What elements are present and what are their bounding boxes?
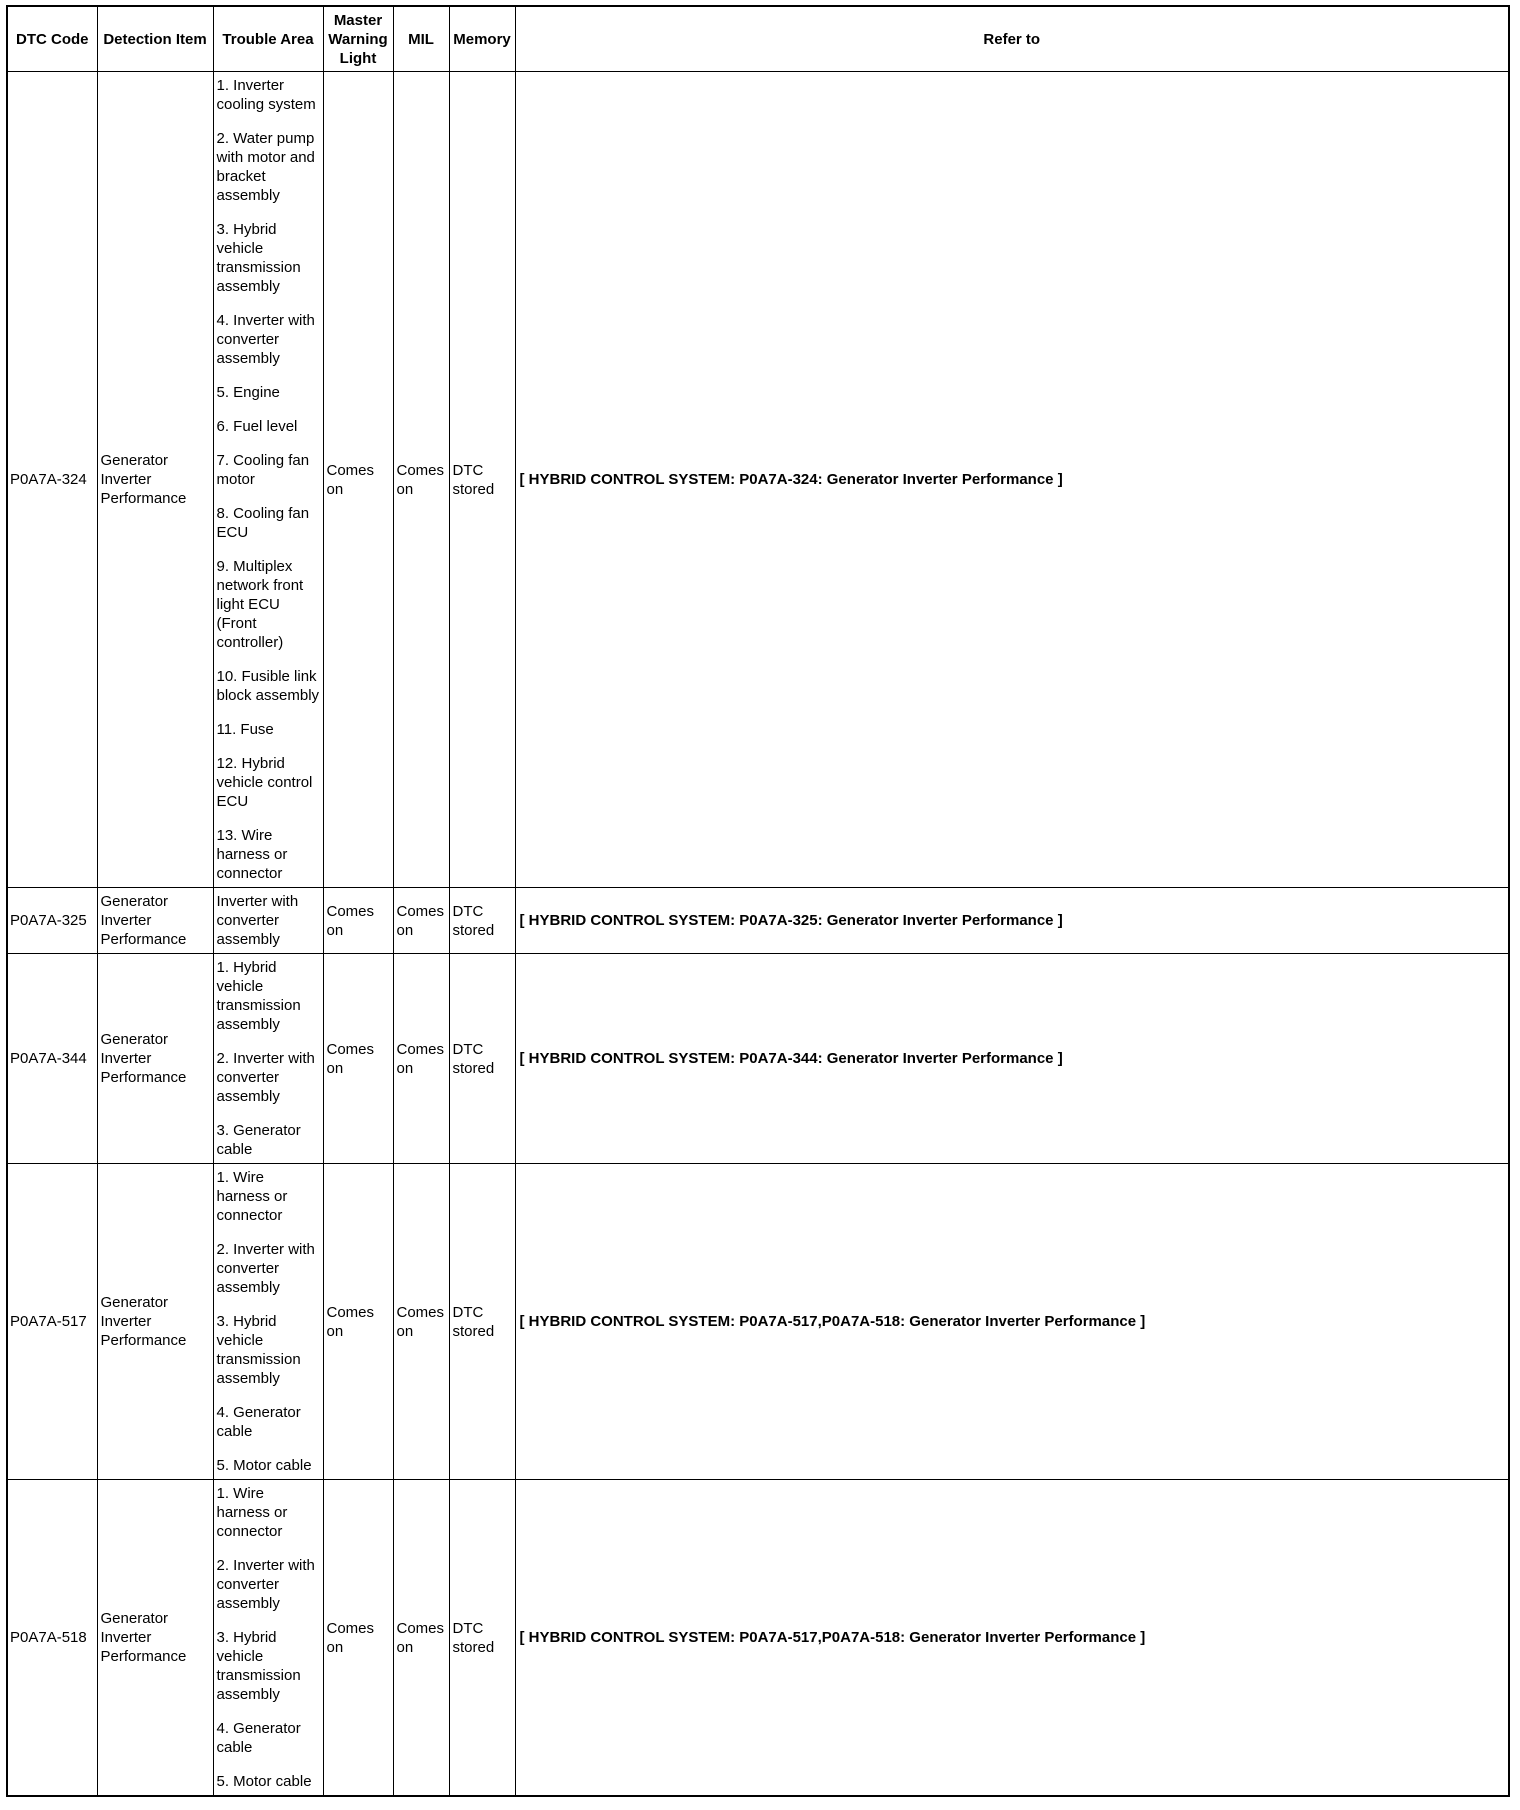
master-warning-light-cell: Comes on: [323, 1480, 393, 1797]
trouble-area-item: 1. Hybrid vehicle transmission assembly: [216, 959, 301, 1033]
mil-cell: Comes on: [393, 72, 449, 888]
memory-cell: DTC stored: [449, 72, 515, 888]
refer-to-link[interactable]: [ HYBRID CONTROL SYSTEM: P0A7A-344: Generator Inverter Performance ]: [515, 954, 1509, 1164]
detection-item-cell: Generator Inverter Performance: [97, 1480, 213, 1797]
trouble-area-item: 5. Engine: [216, 384, 280, 401]
trouble-area-item: 1. Inverter cooling system: [216, 77, 316, 113]
mil-cell: Comes on: [393, 1480, 449, 1797]
trouble-area-cell: [213, 888, 323, 954]
dtc-code-cell: P0A7A-324: [7, 72, 97, 888]
trouble-area-item: 2. Inverter with converter assembly: [216, 1241, 315, 1296]
dtc-code-cell: P0A7A-517: [7, 1164, 97, 1480]
detection-item-cell: Generator Inverter Performance: [97, 888, 213, 954]
trouble-area-item: 3. Hybrid vehicle transmission assembly: [216, 1313, 301, 1387]
mil-cell: Comes on: [393, 888, 449, 954]
trouble-area-item: 1. Wire harness or connector: [216, 1485, 288, 1540]
trouble-area-item: 7. Cooling fan motor: [216, 452, 310, 488]
trouble-area-item: 11. Fuse: [216, 721, 274, 738]
dtc-code-cell: P0A7A-344: [7, 954, 97, 1164]
dtc-code-cell: P0A7A-325: [7, 888, 97, 954]
master-warning-light-cell: Comes on: [323, 888, 393, 954]
refer-to-link[interactable]: [ HYBRID CONTROL SYSTEM: P0A7A-517,P0A7A-518: Generator Inverter Performance ]: [515, 1164, 1509, 1480]
master-warning-light-cell: Comes on: [323, 72, 393, 888]
mil-cell: Comes on: [393, 954, 449, 1164]
master-warning-light-cell: Comes on: [323, 1164, 393, 1480]
trouble-area-item: 8. Cooling fan ECU: [216, 505, 310, 541]
trouble-area-cell: [213, 1164, 323, 1480]
trouble-area-item: 6. Fuel level: [216, 418, 298, 435]
trouble-area-cell: [213, 1480, 323, 1797]
trouble-area-item: 5. Motor cable: [216, 1773, 312, 1790]
trouble-area-list: [217, 1484, 320, 1791]
trouble-area-item: 4. Generator cable: [216, 1720, 301, 1756]
table-row: [7, 888, 1509, 954]
detection-item-cell: Generator Inverter Performance: [97, 72, 213, 888]
trouble-area-item: 2. Water pump with motor and bracket assembly: [216, 130, 315, 204]
trouble-area-item: 2. Inverter with converter assembly: [216, 1050, 315, 1105]
mil-cell: Comes on: [393, 1164, 449, 1480]
header-dtc-code: DTC Code: [7, 6, 97, 72]
trouble-area-item: 9. Multiplex network front light ECU (Front controller): [216, 558, 304, 651]
trouble-area-list: [217, 892, 320, 949]
refer-to-link[interactable]: [ HYBRID CONTROL SYSTEM: P0A7A-517,P0A7A-518: Generator Inverter Performance ]: [515, 1480, 1509, 1797]
header-master-warning-light: Master Warning Light: [323, 6, 393, 72]
memory-cell: DTC stored: [449, 1480, 515, 1797]
trouble-area-item: 13. Wire harness or connector: [216, 827, 288, 882]
master-warning-light-cell: Comes on: [323, 954, 393, 1164]
dtc-code-cell: P0A7A-518: [7, 1480, 97, 1797]
header-refer-to: Refer to: [515, 6, 1509, 72]
trouble-area-item: Inverter with converter assembly: [216, 893, 299, 948]
trouble-area-item: 4. Generator cable: [216, 1404, 301, 1440]
table-row: [7, 72, 1509, 888]
detection-item-cell: Generator Inverter Performance: [97, 954, 213, 1164]
trouble-area-item: 5. Motor cable: [216, 1457, 312, 1474]
refer-to-link[interactable]: [ HYBRID CONTROL SYSTEM: P0A7A-325: Generator Inverter Performance ]: [515, 888, 1509, 954]
memory-cell: DTC stored: [449, 888, 515, 954]
trouble-area-item: 3. Generator cable: [216, 1122, 301, 1158]
trouble-area-cell: [213, 72, 323, 888]
trouble-area-item: 4. Inverter with converter assembly: [216, 312, 315, 367]
table-row: [7, 1480, 1509, 1797]
trouble-area-list: [217, 76, 320, 883]
header-mil: MIL: [393, 6, 449, 72]
header-detection-item: Detection Item: [97, 6, 213, 72]
trouble-area-item: 3. Hybrid vehicle transmission assembly: [216, 221, 301, 295]
trouble-area-cell: [213, 954, 323, 1164]
trouble-area-item: 2. Inverter with converter assembly: [216, 1557, 315, 1612]
trouble-area-item: 3. Hybrid vehicle transmission assembly: [216, 1629, 301, 1703]
table-row: [7, 1164, 1509, 1480]
table-row: [7, 954, 1509, 1164]
table-header-row: [7, 6, 1509, 72]
trouble-area-item: 12. Hybrid vehicle control ECU: [216, 755, 313, 810]
memory-cell: DTC stored: [449, 1164, 515, 1480]
detection-item-cell: Generator Inverter Performance: [97, 1164, 213, 1480]
trouble-area-list: [217, 1168, 320, 1475]
header-memory: Memory: [449, 6, 515, 72]
trouble-area-item: 10. Fusible link block assembly: [216, 668, 320, 704]
header-trouble-area: Trouble Area: [213, 6, 323, 72]
refer-to-link[interactable]: [ HYBRID CONTROL SYSTEM: P0A7A-324: Generator Inverter Performance ]: [515, 72, 1509, 888]
memory-cell: DTC stored: [449, 954, 515, 1164]
trouble-area-list: [217, 958, 320, 1159]
trouble-area-item: 1. Wire harness or connector: [216, 1169, 288, 1224]
dtc-table: [6, 5, 1510, 1797]
